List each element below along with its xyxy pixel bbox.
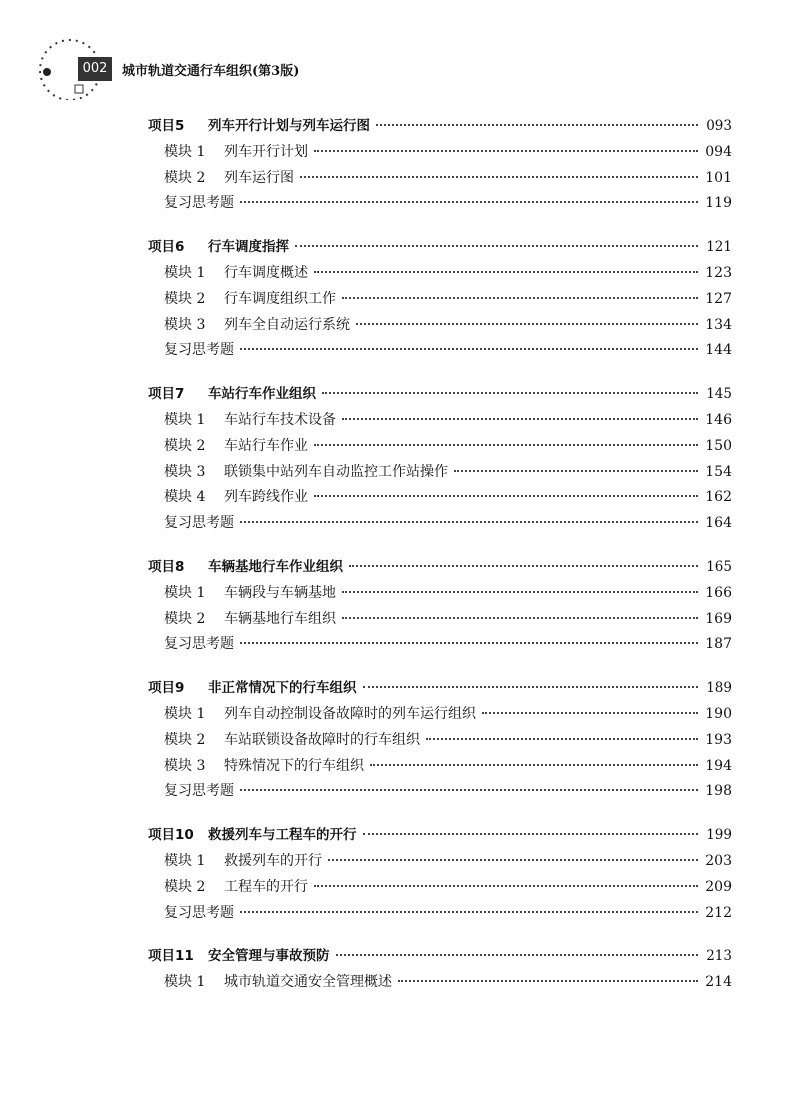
toc-module-entry[interactable]	[148, 140, 732, 166]
entry-page-number: 165	[706, 558, 732, 575]
page-number-badge: 002	[78, 57, 112, 81]
entry-page-number: 203	[705, 852, 732, 869]
entry-page-number: 214	[705, 974, 732, 991]
entry-number: 项目10	[148, 827, 194, 844]
toc-review-entry[interactable]	[148, 632, 732, 658]
dot-leader	[454, 470, 698, 472]
entry-number: 项目11	[148, 948, 194, 965]
toc-module-entry[interactable]	[148, 970, 732, 996]
table-of-contents	[148, 114, 732, 1014]
toc-review-entry[interactable]	[148, 511, 732, 537]
entry-title: 复习思考题	[164, 636, 234, 653]
entry-number: 项目9	[148, 680, 185, 697]
dot-leader	[314, 150, 698, 152]
entry-page-number: 123	[705, 264, 732, 281]
entry-page-number: 154	[705, 463, 732, 480]
entry-title: 工程车的开行	[224, 878, 308, 895]
entry-number: 模块 2	[164, 610, 206, 627]
entry-title: 复习思考题	[164, 783, 234, 800]
toc-module-entry[interactable]	[148, 728, 732, 754]
dot-leader	[240, 789, 698, 791]
dot-leader	[314, 444, 698, 446]
entry-number: 模块 1	[164, 143, 206, 160]
toc-project-entry[interactable]	[148, 555, 732, 581]
toc-section	[148, 382, 732, 537]
entry-page-number: 199	[706, 827, 732, 844]
entry-number: 模块 3	[164, 463, 206, 480]
entry-number: 模块 1	[164, 584, 206, 601]
toc-project-entry[interactable]	[148, 944, 732, 970]
dot-leader	[482, 712, 698, 714]
dot-leader	[322, 392, 698, 394]
toc-project-entry[interactable]	[148, 382, 732, 408]
entry-number: 模块 4	[164, 489, 206, 506]
toc-module-entry[interactable]	[148, 261, 732, 287]
toc-review-entry[interactable]	[148, 191, 732, 217]
toc-module-entry[interactable]	[148, 166, 732, 192]
entry-title: 复习思考题	[164, 904, 234, 921]
dot-leader	[314, 271, 698, 273]
entry-number: 项目7	[148, 386, 185, 403]
entry-page-number: 198	[705, 783, 732, 800]
entry-title: 列车运行图	[224, 169, 294, 186]
entry-number: 模块 2	[164, 878, 206, 895]
entry-page-number: 162	[705, 489, 732, 506]
entry-title: 列车跨线作业	[224, 489, 308, 506]
entry-title: 车辆基地行车作业组织	[208, 558, 343, 575]
toc-module-entry[interactable]	[148, 460, 732, 486]
entry-page-number: 189	[706, 680, 732, 697]
entry-page-number: 127	[705, 290, 732, 307]
entry-page-number: 169	[705, 610, 732, 627]
toc-project-entry[interactable]	[148, 823, 732, 849]
entry-page-number: 134	[705, 316, 732, 333]
entry-number: 模块 3	[164, 757, 206, 774]
dot-leader	[240, 348, 698, 350]
toc-module-entry[interactable]	[148, 313, 732, 339]
dot-leader	[342, 591, 698, 593]
entry-title: 车辆段与车辆基地	[224, 584, 336, 601]
entry-page-number: 212	[705, 904, 732, 921]
entry-title: 安全管理与事故预防	[208, 948, 330, 965]
entry-title: 救援列车的开行	[224, 852, 322, 869]
toc-review-entry[interactable]	[148, 901, 732, 927]
entry-title: 车站联锁设备故障时的行车组织	[224, 731, 420, 748]
entry-title: 城市轨道交通安全管理概述	[224, 974, 392, 991]
entry-title: 行车调度概述	[224, 264, 308, 281]
dot-leader	[342, 418, 698, 420]
toc-section	[148, 114, 732, 217]
entry-title: 列车全自动运行系统	[224, 316, 350, 333]
toc-module-entry[interactable]	[148, 754, 732, 780]
dot-leader	[300, 176, 698, 178]
entry-page-number: 164	[705, 515, 732, 532]
entry-page-number: 166	[705, 584, 732, 601]
entry-page-number: 190	[705, 705, 732, 722]
entry-number: 模块 2	[164, 290, 206, 307]
dot-leader	[363, 686, 699, 688]
dot-leader	[370, 764, 698, 766]
entry-title: 行车调度组织工作	[224, 290, 336, 307]
dot-leader	[240, 201, 698, 203]
entry-page-number: 213	[706, 948, 732, 965]
toc-module-entry[interactable]	[148, 607, 732, 633]
dot-leader	[240, 521, 698, 523]
dot-leader	[376, 124, 698, 126]
entry-number: 模块 1	[164, 411, 206, 428]
entry-title: 列车开行计划与列车运行图	[208, 118, 370, 134]
entry-number: 模块 2	[164, 169, 206, 186]
entry-page-number: 101	[705, 169, 732, 186]
entry-title: 救援列车与工程车的开行	[208, 827, 357, 844]
toc-module-entry[interactable]	[148, 408, 732, 434]
dot-leader	[295, 245, 698, 247]
entry-page-number: 146	[705, 411, 732, 428]
dot-leader	[336, 954, 699, 956]
entry-page-number: 121	[706, 239, 732, 256]
entry-title: 车站行车技术设备	[224, 411, 336, 428]
entry-page-number: 119	[705, 195, 732, 212]
page-header	[0, 0, 790, 110]
dot-leader	[363, 833, 699, 835]
entry-number: 模块 2	[164, 731, 206, 748]
entry-page-number: 144	[705, 342, 732, 359]
entry-page-number: 094	[705, 143, 732, 160]
entry-number: 项目6	[148, 239, 185, 256]
dot-leader	[349, 565, 698, 567]
entry-title: 列车自动控制设备故障时的列车运行组织	[224, 705, 476, 722]
dot-leader	[342, 297, 698, 299]
entry-number: 模块 1	[164, 264, 206, 281]
toc-section	[148, 555, 732, 658]
toc-module-entry[interactable]	[148, 849, 732, 875]
entry-number: 模块 1	[164, 974, 206, 991]
entry-title: 非正常情况下的行车组织	[208, 680, 357, 697]
entry-number: 模块 1	[164, 852, 206, 869]
toc-section	[148, 823, 732, 926]
book-title: 城市轨道交通行车组织(第3版)	[122, 64, 300, 79]
entry-title: 复习思考题	[164, 342, 234, 359]
toc-module-entry[interactable]	[148, 485, 732, 511]
dot-leader	[426, 738, 698, 740]
entry-page-number: 150	[705, 437, 732, 454]
toc-project-entry[interactable]	[148, 676, 732, 702]
toc-module-entry[interactable]	[148, 434, 732, 460]
toc-module-entry[interactable]	[148, 287, 732, 313]
entry-title: 车站行车作业	[224, 437, 308, 454]
dot-leader	[342, 617, 698, 619]
entry-page-number: 093	[706, 118, 732, 134]
entry-title: 特殊情况下的行车组织	[224, 757, 364, 774]
entry-page-number: 145	[706, 386, 732, 403]
entry-title: 车站行车作业组织	[208, 386, 316, 403]
toc-project-entry[interactable]	[148, 114, 732, 140]
entry-title: 复习思考题	[164, 195, 234, 212]
entry-title: 行车调度指挥	[208, 239, 289, 256]
entry-number: 项目8	[148, 558, 185, 575]
dot-leader	[398, 980, 698, 982]
entry-number: 项目5	[148, 118, 185, 134]
toc-module-entry[interactable]	[148, 875, 732, 901]
dot-leader	[328, 859, 698, 861]
dot-leader	[314, 885, 698, 887]
toc-review-entry[interactable]	[148, 779, 732, 805]
entry-page-number: 187	[705, 636, 732, 653]
toc-section	[148, 676, 732, 805]
dot-leader	[356, 323, 698, 325]
entry-title: 车辆基地行车组织	[224, 610, 336, 627]
entry-page-number: 209	[705, 878, 732, 895]
entry-number: 模块 3	[164, 316, 206, 333]
entry-title: 列车开行计划	[224, 143, 308, 160]
toc-module-entry[interactable]	[148, 702, 732, 728]
entry-number: 模块 1	[164, 705, 206, 722]
toc-section	[148, 944, 732, 996]
toc-review-entry[interactable]	[148, 338, 732, 364]
entry-title: 复习思考题	[164, 515, 234, 532]
toc-module-entry[interactable]	[148, 581, 732, 607]
dot-leader	[240, 911, 698, 913]
dot-leader	[240, 642, 698, 644]
entry-page-number: 194	[705, 757, 732, 774]
entry-title: 联锁集中站列车自动监控工作站操作	[224, 463, 448, 480]
toc-project-entry[interactable]	[148, 235, 732, 261]
toc-section	[148, 235, 732, 364]
dot-leader	[314, 495, 698, 497]
entry-number: 模块 2	[164, 437, 206, 454]
entry-page-number: 193	[705, 731, 732, 748]
